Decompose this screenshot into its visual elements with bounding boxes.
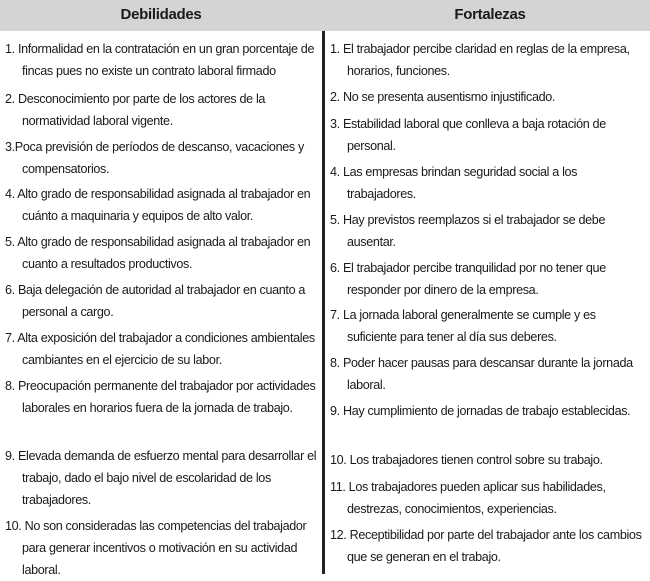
fortaleza-item: 11. Los trabajadores pueden aplicar sus habilidades, destrezas, conocimientos, experiencias. — [330, 480, 606, 516]
fortaleza-item: 2. No se presenta ausentismo injustificado. — [330, 90, 556, 104]
debilidad-item: 1. Informalidad en la contratación en un gran porcentaje de fincas pues no existe un contrato laboral firmado — [5, 42, 315, 78]
debilidad-item: 8. Preocupación permanente del trabajador por actividades laborales en horarios fuera de la jornada de trabajo. — [5, 379, 316, 415]
fortaleza-item: 7. La jornada laboral generalmente se cumple y es suficiente para tener al día sus deberes. — [330, 308, 596, 344]
column-divider — [322, 31, 325, 574]
debilidad-item: 2. Desconocimiento por parte de los actores de la normatividad laboral vigente. — [5, 92, 266, 128]
debilidad-item: 10. No son consideradas las competencias del trabajador para generar incentivos o motivación en su actividad laboral. — [5, 519, 307, 577]
debilidades-heading: Debilidades — [120, 6, 202, 23]
table-header — [0, 0, 650, 31]
fortaleza-item: 4. Las empresas brindan seguridad social a los trabajadores. — [330, 165, 578, 201]
debilidad-item: 7. Alta exposición del trabajador a condiciones ambientales cambiantes en el ejercicio de su labor. — [5, 331, 315, 367]
fortaleza-item: 8. Poder hacer pausas para descansar durante la jornada laboral. — [330, 356, 633, 392]
debilidad-item: 5. Alto grado de responsabilidad asignada al trabajador en cuanto a resultados productivos. — [5, 235, 311, 271]
fortaleza-item: 5. Hay previstos reemplazos si el trabajador se debe ausentar. — [330, 213, 606, 249]
debilidad-item: 4. Alto grado de responsabilidad asignada al trabajador en cuánto a maquinaria y equipos de alto valor. — [5, 187, 311, 223]
fortaleza-item: 1. El trabajador percibe claridad en reglas de la empresa, horarios, funciones. — [330, 42, 630, 78]
debilidad-item: 9. Elevada demanda de esfuerzo mental para desarrollar el trabajo, dado el bajo nivel de escolaridad de los trabajadores. — [5, 449, 317, 507]
fortaleza-item: 12. Receptibilidad por parte del trabajador ante los cambios que se generan en el trabajo. — [330, 528, 642, 564]
fortaleza-item: 9. Hay cumplimiento de jornadas de trabajo establecidas. — [330, 404, 631, 418]
fortaleza-item: 10. Los trabajadores tienen control sobre su trabajo. — [330, 453, 603, 467]
fortalezas-heading: Fortalezas — [454, 6, 526, 23]
debilidad-item: 6. Baja delegación de autoridad al trabajador en cuanto a personal a cargo. — [5, 283, 306, 319]
fortaleza-item: 6. El trabajador percibe tranquilidad por no tener que responder por dinero de la empresa. — [330, 261, 606, 297]
fortaleza-item: 3. Estabilidad laboral que conlleva a baja rotación de personal. — [330, 117, 606, 153]
debilidad-item: 3.Poca previsión de períodos de descanso, vacaciones y compensatorios. — [5, 140, 304, 176]
